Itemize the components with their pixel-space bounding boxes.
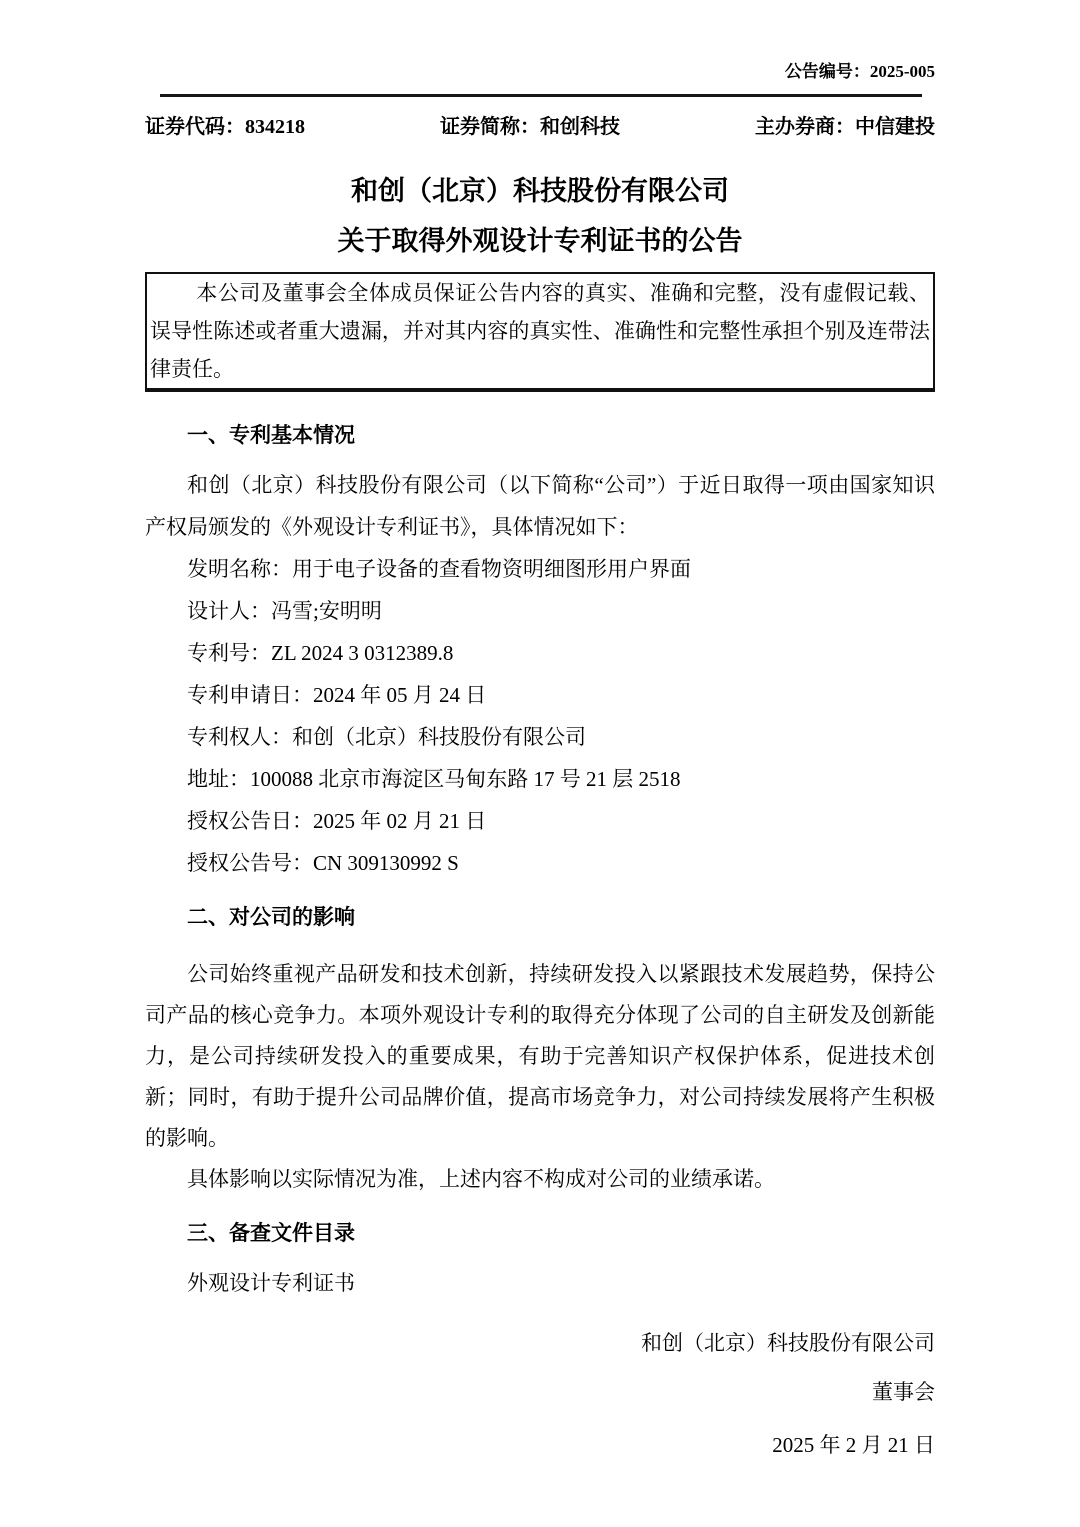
header-divider [160,94,922,97]
reference-document-item: 外观设计专利证书 [187,1271,355,1295]
section2-paragraph-2: 具体影响以实际情况为准，上述内容不构成对公司的业绩承诺。 [187,1167,775,1191]
signature-company: 和创（北京）科技股份有限公司 [641,1331,935,1355]
disclaimer-box: 本公司及董事会全体成员保证公告内容的真实、准确和完整，没有虚假记载、误导性陈述或者重大遗漏，并对其内容的真实性、准确性和完整性承担个别及连带法律责任。 [145,272,935,392]
securities-header [145,114,935,140]
section1-heading: 一、专利基本情况 [187,423,355,447]
announcement-number: 公告编号：2025-005 [784,62,935,81]
sponsor-broker: 主办券商：中信建投 [755,116,935,138]
field-application-date: 专利申请日：2024 年 05 月 24 日 [187,683,487,707]
announcement-title: 关于取得外观设计专利证书的公告 [337,226,743,256]
signature-board: 董事会 [872,1380,935,1404]
field-designers: 设计人：冯雪;安明明 [187,599,382,623]
field-address: 地址：100088 北京市海淀区马甸东路 17 号 21 层 2518 [187,767,681,791]
patent-detail-fields [145,548,935,884]
field-grant-number: 授权公告号：CN 309130992 S [187,851,459,875]
section2-heading: 二、对公司的影响 [187,905,355,929]
field-patentee: 专利权人：和创（北京）科技股份有限公司 [187,725,586,749]
stock-code: 证券代码：834218 [145,116,305,138]
stock-short-name: 证券简称：和创科技 [440,116,620,138]
signature-date: 2025 年 2 月 21 日 [772,1433,935,1457]
field-invention-name: 发明名称：用于电子设备的查看物资明细图形用户界面 [187,557,691,581]
field-grant-date: 授权公告日：2025 年 02 月 21 日 [187,809,487,833]
section3-heading: 三、备查文件目录 [187,1221,355,1245]
company-title: 和创（北京）科技股份有限公司 [351,176,729,206]
section1-intro-paragraph: 和创（北京）科技股份有限公司（以下简称“公司”）于近日取得一项由国家知识产权局颁发的《外观设计专利证书》，具体情况如下： [145,473,935,539]
field-patent-number: 专利号：ZL 2024 3 0312389.8 [187,641,454,665]
section2-paragraph-1: 公司始终重视产品研发和技术创新，持续研发投入以紧跟技术发展趋势，保持公司产品的核心竞争力。本项外观设计专利的取得充分体现了公司的自主研发及创新能力，是公司持续研发投入的重要成果，有助于完善知识产权保护体系，促进技术创新；同时，有助于提升公司品牌价值，提高市场竞争力，对公司持续发展将产生积极的影响。 [145,962,935,1150]
